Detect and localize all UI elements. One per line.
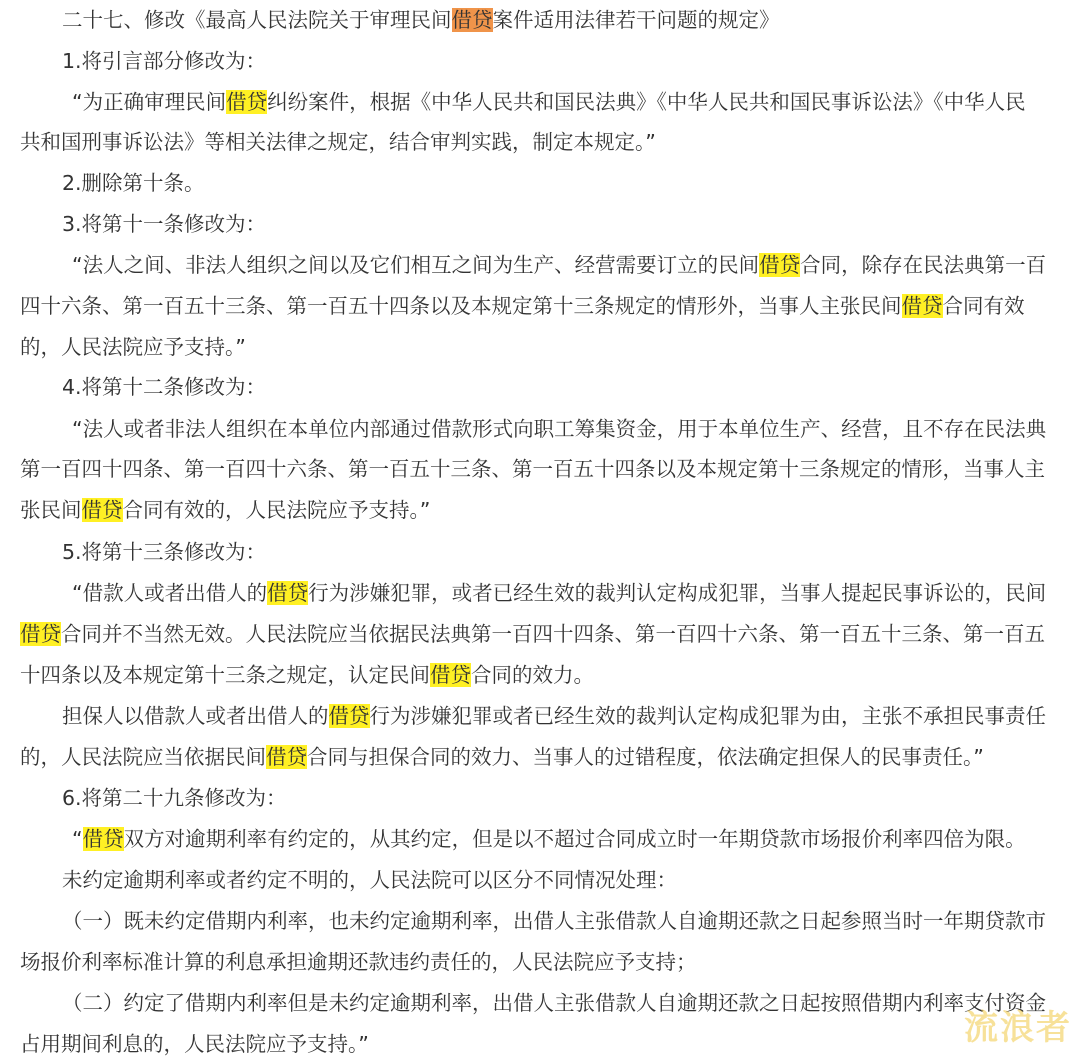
text-line bbox=[72, 409, 1046, 449]
text-segment: 双方对逾期利率有约定的，从其约定，但是以不超过合同成立时一年期贷款市场报价利率四倍为限。 bbox=[123, 827, 1026, 851]
text-line bbox=[62, 532, 266, 572]
text-segment: 5.将第十三条修改为： bbox=[62, 540, 267, 564]
text-segment: 行为涉嫌犯罪或者已经生效的裁判认定构成犯罪为由，主张不承担民事责任 bbox=[369, 704, 1046, 728]
highlighted-term: 借贷 bbox=[266, 745, 307, 769]
highlighted-term: 借贷 bbox=[451, 8, 493, 32]
text-segment: 合同有效 bbox=[942, 294, 1025, 318]
watermark: 流浪者 bbox=[964, 1008, 1072, 1048]
text-segment: 合同并不当然无效。人民法院应当依据民法典第一百四十四条、第一百四十六条、第一百五十三条、第一百五 bbox=[61, 622, 1045, 646]
text-line bbox=[20, 655, 594, 695]
text-line bbox=[20, 1024, 369, 1064]
text-line bbox=[72, 573, 1046, 613]
text-segment: 案件适用法律若干问题的规定》 bbox=[492, 8, 780, 32]
text-line bbox=[62, 778, 287, 818]
text-segment: 担保人以借款人或者出借人的 bbox=[62, 704, 329, 728]
text-line bbox=[20, 737, 984, 777]
highlighted-term: 借贷 bbox=[226, 90, 268, 114]
text-segment: 3.将第十一条修改为： bbox=[62, 212, 267, 236]
text-segment: 张民间 bbox=[20, 498, 82, 522]
text-segment: 合同有效的，人民法院应予支持。” bbox=[122, 498, 431, 522]
text-segment: “法人之间、非法人组织之间以及它们相互之间为生产、经营需要订立的民间 bbox=[72, 253, 760, 277]
text-segment: 4.将第十二条修改为： bbox=[62, 375, 267, 399]
highlighted-term: 借贷 bbox=[267, 581, 309, 605]
text-line bbox=[20, 286, 1025, 326]
text-segment: 的，人民法院应予支持。” bbox=[20, 335, 246, 359]
text-line bbox=[20, 490, 430, 530]
text-line bbox=[62, 204, 266, 244]
text-segment: 的，人民法院应当依据民间 bbox=[20, 745, 266, 769]
text-segment: 2.删除第十条。 bbox=[62, 171, 205, 195]
text-segment: 1.将引言部分修改为： bbox=[62, 49, 267, 73]
text-segment: 十四条以及本规定第十三条之规定，认定民间 bbox=[20, 663, 430, 687]
text-segment: 占用期间利息的，人民法院应予支持。” bbox=[20, 1032, 369, 1056]
text-line bbox=[62, 163, 205, 203]
text-segment: 二十七、修改《最高人民法院关于审理民间 bbox=[62, 8, 452, 32]
text-segment: 第一百四十四条、第一百四十六条、第一百五十三条、第一百五十四条以及本规定第十三条规定的情形，当事人主 bbox=[20, 457, 1045, 481]
text-segment: 四十六条、第一百五十三条、第一百五十四条以及本规定第十三条规定的情形外，当事人主张民间 bbox=[20, 294, 902, 318]
highlighted-term: 借贷 bbox=[430, 663, 471, 687]
highlighted-term: 借贷 bbox=[20, 622, 61, 646]
text-line bbox=[62, 0, 780, 40]
text-line bbox=[20, 614, 1045, 654]
text-line bbox=[62, 901, 1046, 941]
text-segment: “为正确审理民间 bbox=[72, 90, 227, 114]
text-line bbox=[20, 942, 697, 982]
text-line bbox=[72, 82, 1026, 122]
text-segment: “法人或者非法人组织在本单位内部通过借款形式向职工筹集资金，用于本单位生产、经营，且不存在民法典 bbox=[72, 417, 1047, 441]
highlighted-term: 借贷 bbox=[901, 294, 943, 318]
text-line bbox=[62, 860, 677, 900]
highlighted-term: 借贷 bbox=[328, 704, 370, 728]
highlighted-term: 借贷 bbox=[759, 253, 801, 277]
text-segment: 纠纷案件，根据《中华人民共和国民法典》《中华人民共和国民事诉讼法》《中华人民 bbox=[267, 90, 1026, 114]
text-segment: 场报价利率标准计算的利息承担逾期还款违约责任的，人民法院应予支持； bbox=[20, 950, 697, 974]
text-segment: 行为涉嫌犯罪，或者已经生效的裁判认定构成犯罪，当事人提起民事诉讼的，民间 bbox=[308, 581, 1047, 605]
text-segment: “ bbox=[72, 827, 83, 851]
text-segment: （一）既未约定借期内利率，也未约定逾期利率，出借人主张借款人自逾期还款之日起参照当时一年期贷款市 bbox=[62, 909, 1046, 933]
text-segment: 合同，除存在民法典第一百 bbox=[800, 253, 1047, 277]
text-line bbox=[72, 819, 1026, 859]
text-line bbox=[62, 41, 266, 81]
text-segment: 未约定逾期利率或者约定不明的，人民法院可以区分不同情况处理： bbox=[62, 868, 677, 892]
highlighted-term: 借贷 bbox=[81, 498, 123, 522]
text-line bbox=[62, 367, 266, 407]
text-segment: “借款人或者出借人的 bbox=[72, 581, 268, 605]
text-segment: （二）约定了借期内利率但是未约定逾期利率，出借人主张借款人自逾期还款之日起按照借期内利率支付资金 bbox=[62, 991, 1046, 1015]
text-segment: 合同的效力。 bbox=[471, 663, 594, 687]
text-line bbox=[62, 696, 1046, 736]
text-segment: 共和国刑事诉讼法》等相关法律之规定，结合审判实践，制定本规定。” bbox=[20, 130, 656, 154]
highlighted-term: 借贷 bbox=[82, 827, 124, 851]
text-line bbox=[20, 122, 656, 162]
text-line bbox=[62, 983, 1046, 1023]
text-line bbox=[20, 449, 1045, 489]
text-line bbox=[20, 327, 246, 367]
text-segment: 6.将第二十九条修改为： bbox=[62, 786, 287, 810]
text-segment: 合同与担保合同的效力、当事人的过错程度，依法确定担保人的民事责任。” bbox=[307, 745, 984, 769]
text-line bbox=[72, 245, 1046, 285]
